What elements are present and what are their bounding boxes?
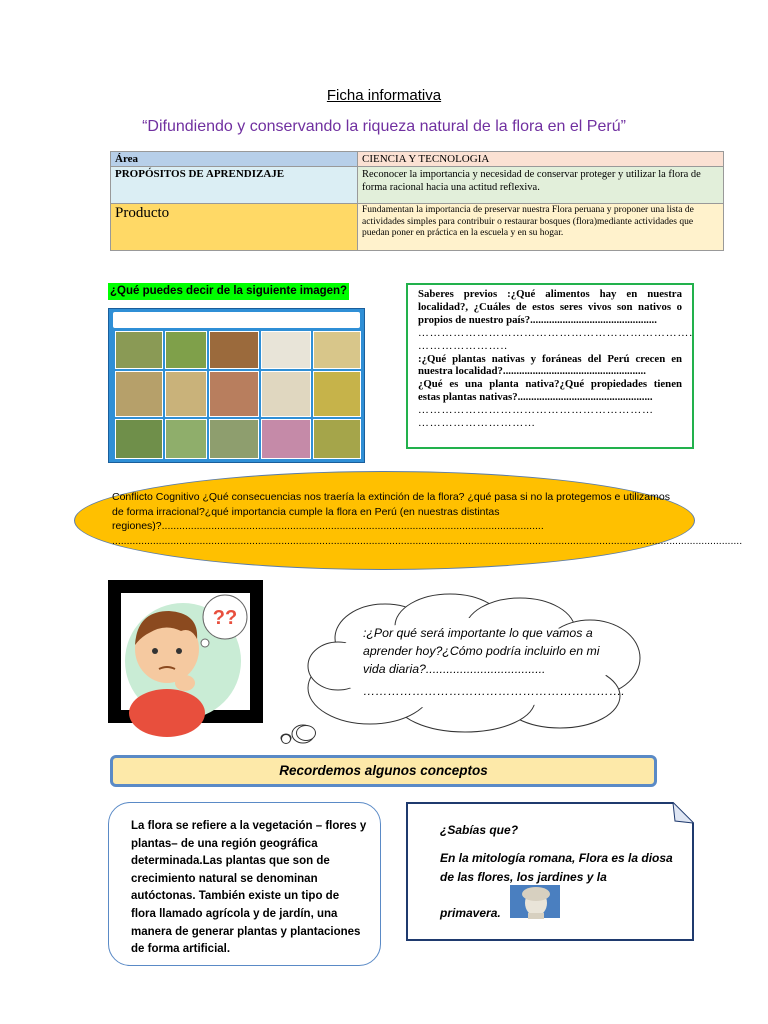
- saberes-previos-box: [406, 283, 694, 449]
- flora-definition-text: La flora se refiere a la vegetación – flores y plantas– de una región geográfica determinada.Las plantas que son de crecimiento natural se denominan autóctonas. También existe un tipo de flora llamado agrícola y de jardín, una manera de generar plantas y plantaciones de forma artificial.: [131, 820, 367, 956]
- cloud-question: [363, 624, 623, 700]
- image-question: ¿Qué puedes decir de la siguiente imagen?: [108, 283, 349, 300]
- table-row: [111, 167, 724, 204]
- info-table: [110, 151, 724, 251]
- plant-photo: [313, 331, 361, 369]
- answer-line[interactable]: …………………………: [418, 417, 536, 430]
- answer-line[interactable]: …………………..: [418, 339, 508, 352]
- thinking-boy-illustration: [121, 593, 250, 710]
- plant-photo: [313, 419, 361, 459]
- page-title: Ficha informativa: [326, 87, 442, 104]
- plant-photo: [261, 371, 311, 417]
- page-subtitle: “Difundiendo y conservando la riqueza natural de la flora en el Perú”: [142, 118, 626, 135]
- thinking-boy-icon: [121, 593, 250, 710]
- answer-line[interactable]: ……………………………………………………….: [363, 684, 625, 698]
- table-row: [111, 152, 724, 167]
- saberes-question-1: Saberes previos :¿Qué alimentos hay en nuestra localidad?, ¿Cuáles de estos seres vivos son nativos o propios de nuestro país?...............................................: [418, 288, 682, 326]
- propositos-value: Reconocer la importancia y necesidad de conservar proteger y utilizar la flora de forma racional hacia una actitud reflexiva.: [358, 167, 724, 204]
- answer-line[interactable]: ……………………………………………………: [418, 404, 654, 417]
- plant-photo: [261, 419, 311, 459]
- saberes-question-3: ¿Qué es una planta nativa?¿Qué propiedades tienen estas plantas nativas?..................................................: [418, 378, 682, 404]
- area-value: CIENCIA Y TECNOLOGIA: [358, 152, 724, 167]
- plant-photo: [115, 331, 163, 369]
- cloud-question-text: :¿Por qué será importante lo que vamos a aprender hoy?¿Cómo podría incluirlo en mi vida diaria?...................................: [363, 626, 600, 676]
- propositos-label: PROPÓSITOS DE APRENDIZAJE: [111, 167, 358, 204]
- poster-header: [113, 312, 360, 328]
- thought-bubble-medium: [296, 725, 316, 741]
- sabias-last-word: primavera.: [440, 906, 501, 920]
- plant-photo: [261, 331, 311, 369]
- sabias-title: ¿Sabías que?: [440, 823, 519, 837]
- flora-poster-image: [108, 308, 365, 463]
- conflicto-question: Conflicto Cognitivo ¿Qué consecuencias nos traería la extinción de la flora? ¿qué pasa si no la protegemos e utilizamos de forma irracional?¿qué importancia cumple la flora en Perú (en nuestras distintas regiones)?...................................................................................................................................: [112, 491, 670, 532]
- thought-bubble-small: [281, 734, 291, 744]
- plant-photo: [165, 371, 207, 417]
- plant-photo: [115, 419, 163, 459]
- plant-photo: [209, 419, 259, 459]
- question-marks: ??: [212, 607, 238, 629]
- plant-photo: [115, 371, 163, 417]
- producto-label: Producto: [111, 204, 358, 251]
- area-label: Área: [111, 152, 358, 167]
- plant-photo: [165, 419, 207, 459]
- producto-value: Fundamentan la importancia de preservar nuestra Flora peruana y proponer una lista de actividades simples para contribuir o restaurar bosques (flora)mediante actividades que puedan poner en práctica en la escuela y en su hogar.: [358, 204, 724, 251]
- plant-photo: [313, 371, 361, 417]
- answer-line[interactable]: ........................................................................................................................................................................................................................: [112, 534, 743, 547]
- recordemos-banner: Recordemos algunos conceptos: [110, 755, 657, 787]
- plant-photo: [209, 331, 259, 369]
- saberes-question-2: :¿Qué plantas nativas y foráneas del Perú crecen en nuestra localidad?.....................................................: [418, 352, 682, 378]
- conflicto-cognitivo-text: [112, 490, 743, 548]
- plant-photo: [209, 371, 259, 417]
- plant-photo: [165, 331, 207, 369]
- answer-line[interactable]: …………………………………………………………….: [418, 326, 694, 339]
- sabias-text: En la mitología romana, Flora es la diosa de las flores, los jardines y la: [440, 851, 673, 884]
- table-row: [111, 204, 724, 251]
- flora-statue-image: [510, 885, 560, 918]
